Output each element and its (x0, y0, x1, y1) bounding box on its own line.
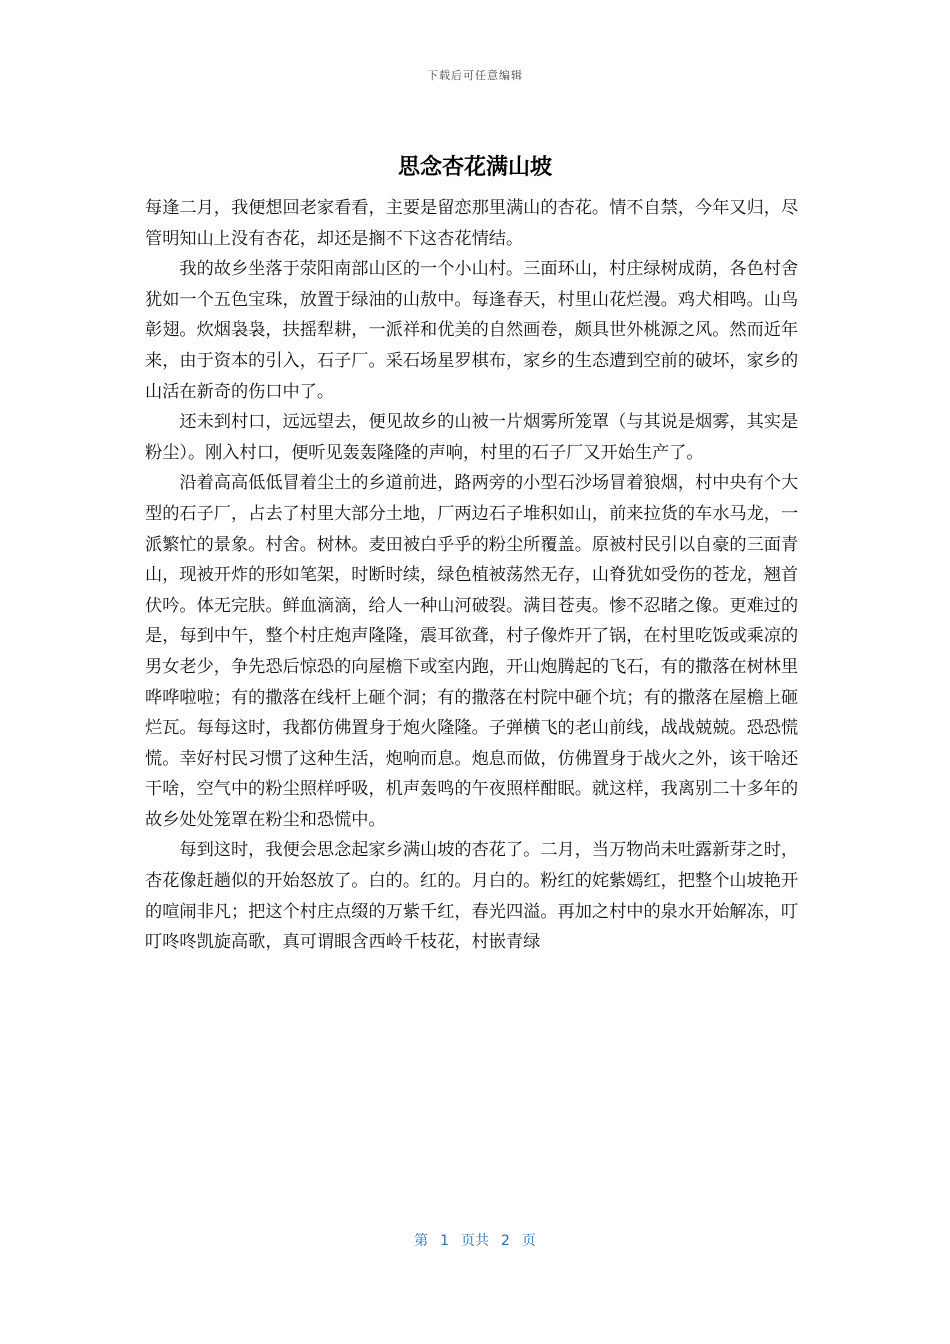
page-label-suffix: 页 (521, 1233, 536, 1249)
paragraph: 每到这时，我便会思念起家乡满山坡的杏花了。二月，当万物尚未吐露新芽之时，杏花像赶趟似的开始怒放了。白的。红的。月白的。粉红的姹紫嫣红，把整个山坡艳开的喧闹非凡；把这个村庄点缀的万紫千红，春光四溢。再加之村中的泉水开始解冻，叮叮咚咚凯旋高歌，真可谓眼含西岭千枝花，村嵌青绿 (145, 840, 799, 953)
page-label-prefix: 第 (414, 1233, 429, 1249)
current-page-number: 1 (440, 1233, 449, 1249)
paragraph: 沿着高高低低冒着尘土的乡道前进，路两旁的小型石沙场冒着狼烟，村中央有个大型的石子厂，占去了村里大部分土地，厂两边石子堆积如山，前来拉货的车水马龙，一派繁忙的景象。村舍。树林。麦田被白乎乎的粉尘所覆盖。原被村民引以自豪的三面青山，现被开炸的形如笔架，时断时续，绿色植被荡然无存，山脊犹如受伤的苍龙，翘首伏吟。体无完肤。鲜血滴滴，给人一种山河破裂。满目苍夷。惨不忍睹之像。更难过的是，每到中午，整个村庄炮声隆隆，震耳欲聋，村子像炸开了锅，在村里吃饭或乘凉的男女老少，争先恐后惊恐的向屋檐下或室内跑，开山炮腾起的飞石，有的撒落在树林里哗哗啦啦；有的撒落在线杆上砸个洞；有的撒落在村院中砸个坑；有的撒落在屋檐上砸烂瓦。每每这时，我都仿佛置身于炮火隆隆。子弹横飞的老山前线，战战兢兢。恐恐慌慌。幸好村民习惯了这种生活，炮响而息。炮息而做，仿佛置身于战火之外，该干啥还干啥，空气中的粉尘照样呼吸，机声轰鸣的午夜照样酣眠。就这样，我离别二十多年的故乡处处笼罩在粉尘和恐慌中。 (145, 473, 799, 830)
document-title: 思念杏花满山坡 (397, 155, 552, 180)
document-body (145, 193, 810, 958)
paragraph: 我的故乡坐落于荥阳南部山区的一个小山村。三面环山，村庄绿树成荫，各色村舍犹如一个五色宝珠，放置于绿油的山敖中。每逢春天，村里山花烂漫。鸡犬相鸣。山鸟彰翅。炊烟袅袅，扶摇犁耕，一派祥和优美的自然画卷，颇具世外桃源之风。然而近年来，由于资本的引入，石子厂。采石场星罗棋布，家乡的生态遭到空前的破坏，家乡的山活在新奇的伤口中了。 (145, 259, 799, 402)
page-footer (0, 1230, 950, 1250)
page-label-mid: 页共 (461, 1233, 489, 1249)
paragraph: 每逢二月，我便想回老家看看，主要是留恋那里满山的杏花。情不自禁，今年又归，尽管明知山上没有杏花，却还是搁不下这杏花情结。 (145, 198, 799, 249)
header-note: 下载后可任意编辑 (427, 69, 523, 82)
total-pages-number: 2 (501, 1233, 510, 1249)
paragraph: 还未到村口，远远望去，便见故乡的山被一片烟雾所笼罩（与其说是烟雾，其实是粉尘）。刚入村口，便听见轰轰隆隆的声响，村里的石子厂又开始生产了。 (145, 412, 799, 463)
